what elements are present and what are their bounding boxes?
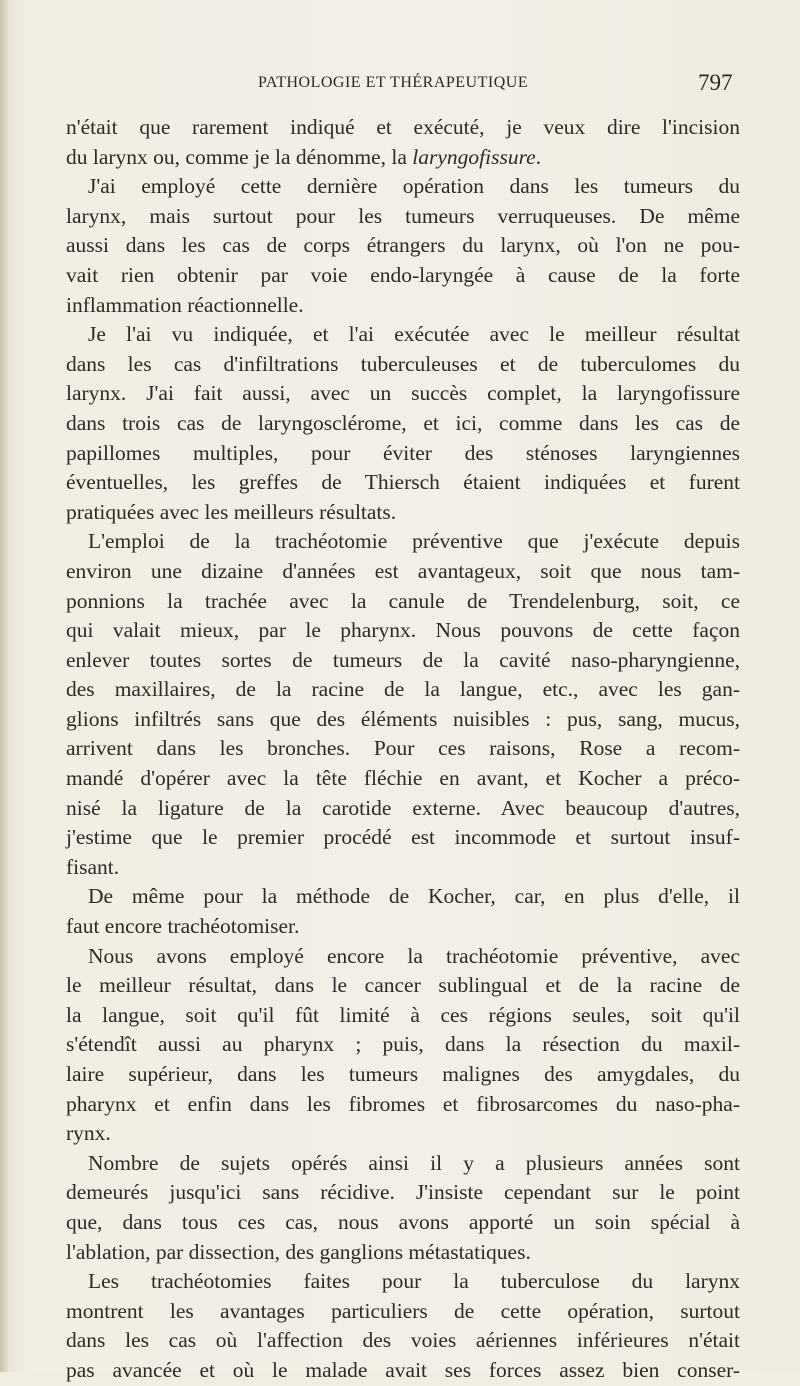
text-line: des maxillaires, de la racine de la langue, etc., avec les gan- bbox=[66, 677, 740, 702]
text-line-segment: . bbox=[535, 144, 542, 169]
text-line: montrent les avantages particuliers de cette opération, surtout bbox=[66, 1298, 740, 1323]
text-line: dans les cas où l'affection des voies aériennes inférieures n'était bbox=[66, 1328, 740, 1353]
text-line: Les trachéotomies faites pour la tuberculose du larynx bbox=[88, 1269, 740, 1294]
text-line: De même pour la méthode de Kocher, car, en plus d'elle, il bbox=[88, 884, 740, 909]
text-line: s'étendît aussi au pharynx ; puis, dans la résection du maxil- bbox=[66, 1032, 740, 1057]
text-line: rynx. bbox=[66, 1121, 111, 1146]
text-line: faut encore trachéotomiser. bbox=[66, 914, 300, 939]
body-text bbox=[66, 113, 740, 1386]
text-line: arrivent dans les bronches. Pour ces raisons, Rose a recom- bbox=[66, 736, 740, 761]
text-line: environ une dizaine d'années est avantageux, soit que nous tam- bbox=[66, 558, 740, 583]
text-line: l'ablation, par dissection, des ganglions métastatiques. bbox=[66, 1239, 531, 1264]
text-line: dans les cas d'infiltrations tuberculeuses et de tuberculomes du bbox=[66, 351, 740, 376]
text-line: mandé d'opérer avec la tête fléchie en avant, et Kocher a préco- bbox=[66, 766, 740, 791]
text-line: Je l'ai vu indiquée, et l'ai exécutée avec le meilleur résultat bbox=[88, 322, 740, 347]
text-line: larynx, mais surtout pour les tumeurs verruqueuses. De même bbox=[66, 203, 740, 228]
text-line: inflammation réactionnelle. bbox=[66, 292, 304, 317]
text-line: laire supérieur, dans les tumeurs malignes des amygdales, du bbox=[66, 1062, 740, 1086]
text-line: L'emploi de la trachéotomie préventive que j'exécute depuis bbox=[88, 529, 740, 554]
text-line: dans trois cas de laryngosclérome, et ici, comme dans les cas de bbox=[66, 410, 740, 435]
text-line: le meilleur résultat, dans le cancer sublingual et de la racine de bbox=[66, 973, 740, 998]
text-line: j'estime que le premier procédé est incommode et surtout insuf- bbox=[66, 825, 740, 850]
running-head: PATHOLOGIE ET THÉRAPEUTIQUE bbox=[258, 74, 529, 91]
text-line: nisé la ligature de la carotide externe. Avec beaucoup d'autres, bbox=[66, 795, 740, 820]
page-spine-edge bbox=[0, 0, 8, 1372]
text-line: enlever toutes sortes de tumeurs de la cavité naso-pharyngienne, bbox=[66, 647, 740, 672]
text-line: aussi dans les cas de corps étrangers du larynx, où l'on ne pou- bbox=[66, 233, 740, 258]
text-line: vait rien obtenir par voie endo-laryngée à cause de la forte bbox=[66, 262, 740, 287]
text-line: Nous avons employé encore la trachéotomie préventive, avec bbox=[88, 943, 740, 968]
text-line: pharynx et enfin dans les fibromes et fibrosarcomes du naso-pha- bbox=[66, 1091, 740, 1116]
text-line: pratiquées avec les meilleurs résultats. bbox=[66, 499, 397, 524]
text-line-segment: du larynx ou, comme je la dénomme, la bbox=[66, 144, 413, 169]
text-line: pas avancée et où le malade avait ses forces assez bien conser- bbox=[66, 1357, 740, 1382]
text-line: papillomes multiples, pour éviter des sténoses laryngiennes bbox=[66, 440, 740, 465]
text-line: Nombre de sujets opérés ainsi il y a plusieurs années sont bbox=[88, 1150, 740, 1175]
text-line: demeurés jusqu'ici sans récidive. J'insiste cependant sur le point bbox=[66, 1180, 740, 1205]
text-line: fisant. bbox=[66, 854, 120, 879]
text-line: ponnions la trachée avec la canule de Trendelenburg, soit, ce bbox=[66, 588, 740, 613]
text-line: éventuelles, les greffes de Thiersch étaient indiquées et furent bbox=[66, 470, 740, 495]
page-header bbox=[0, 70, 800, 100]
text-line: qui valait mieux, par le pharynx. Nous pouvons de cette façon bbox=[66, 618, 740, 643]
text-line: J'ai employé cette dernière opération dans les tumeurs du bbox=[88, 174, 740, 199]
text-line bbox=[66, 143, 740, 173]
text-line: larynx. J'ai fait aussi, avec un succès complet, la laryngofissure bbox=[66, 381, 740, 406]
text-line: la langue, soit qu'il fût limité à ces régions seules, soit qu'il bbox=[66, 1002, 740, 1027]
text-line: glions infiltrés sans que des éléments nuisibles : pus, sang, mucus, bbox=[66, 706, 740, 731]
page-number: 797 bbox=[698, 70, 733, 95]
text-line: que, dans tous ces cas, nous avons apporté un soin spécial à bbox=[66, 1209, 740, 1234]
text-line: n'était que rarement indiqué et exécuté, je veux dire l'incision bbox=[66, 115, 740, 139]
italic-term: laryngofissure bbox=[412, 144, 536, 169]
